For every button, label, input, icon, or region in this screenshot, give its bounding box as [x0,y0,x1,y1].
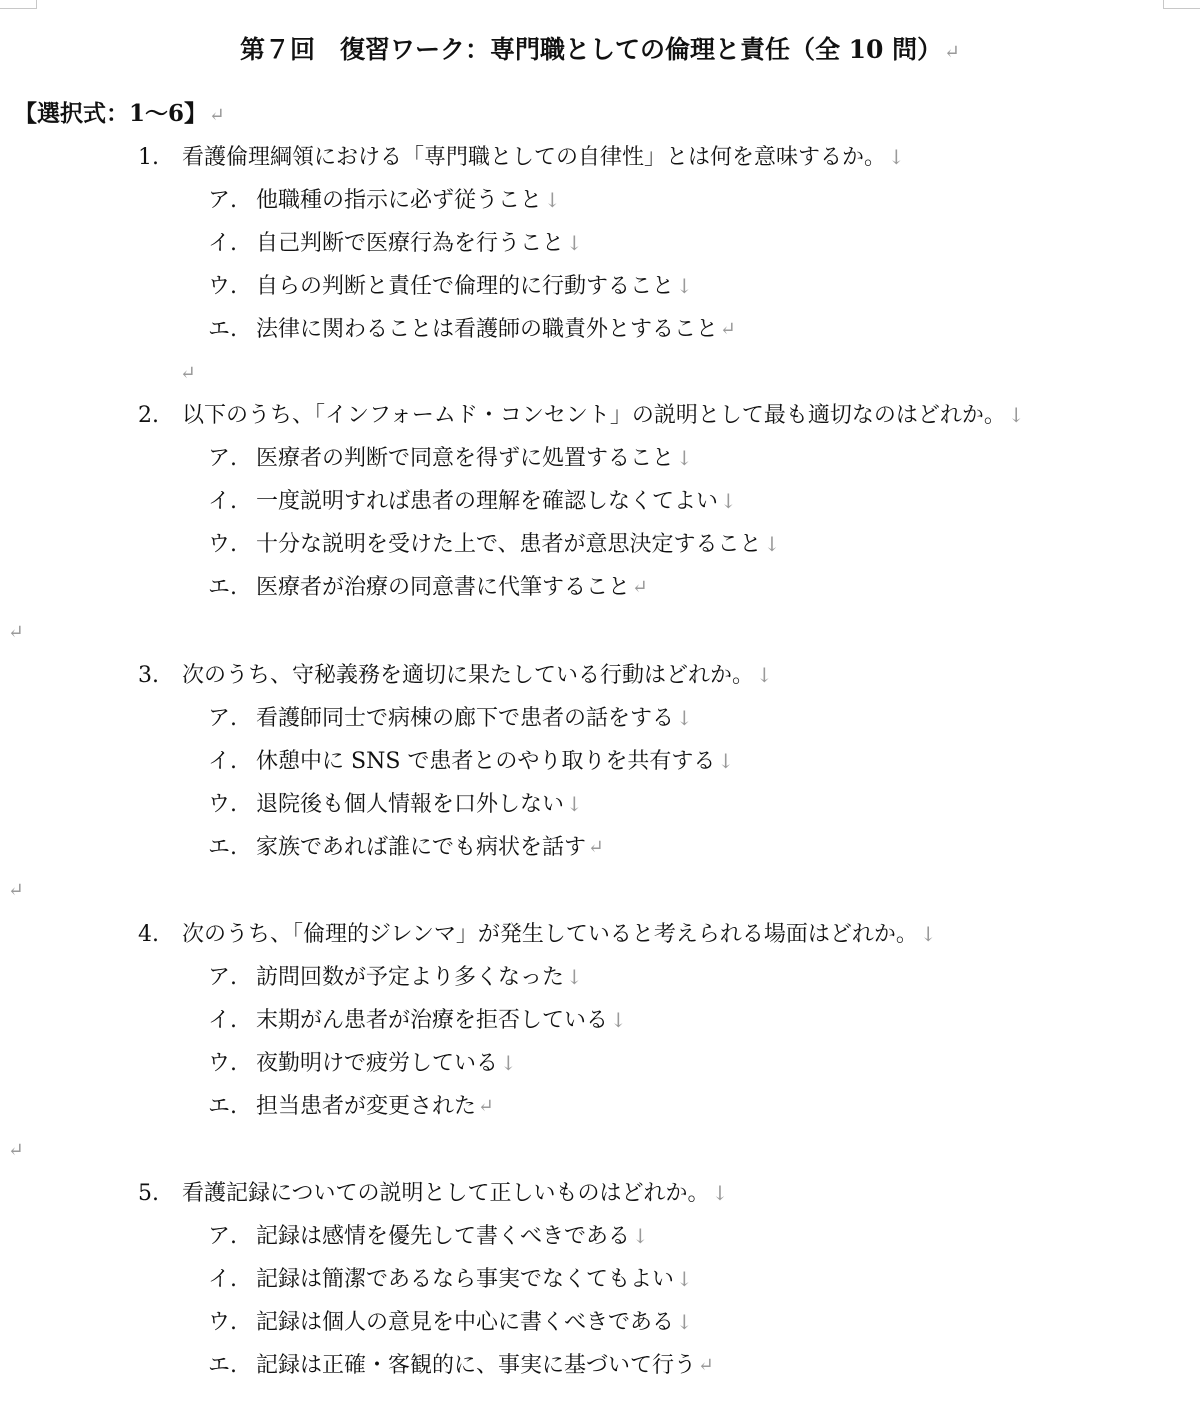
question-5 [138,1172,1188,1387]
option-label: イ. [208,1267,237,1292]
question-number: 2. [138,403,159,428]
empty-paragraph: ↵ [8,879,24,901]
option-label: ア. [208,706,237,731]
question-number: 3. [138,663,159,688]
question-stem: 1. 看護倫理綱領における「専門職としての自律性」とは何を意味するか。 ↓ [138,136,1188,179]
option-u [138,523,1188,566]
question-4 [138,913,1188,1128]
option-i [138,480,1188,523]
paragraph-mark: ↵ [478,1095,494,1117]
line-break-mark: ↓ [756,663,773,687]
option-label: ウ. [208,1051,237,1076]
option-text: 記録は簡潔であるなら事実でなくてもよい [256,1267,675,1292]
option-label: ア. [208,446,237,471]
option-text: 家族であれば誰にでも病状を話す [256,835,587,860]
option-a [138,437,1188,480]
question-number: 1. [138,145,159,170]
option-text: 担当患者が変更された [256,1094,477,1119]
paragraph-mark: ↵ [588,836,604,858]
question-number: 4. [138,922,159,947]
option-a [138,179,1188,222]
option-label: ア. [208,1224,237,1249]
document-title: 第７回 復習ワーク：専門職としての倫理と責任（全 10 問） ↵ [239,35,961,64]
line-break-mark: ↓ [676,706,693,730]
line-break-mark: ↓ [888,145,905,169]
option-text: 記録は個人の意見を中心に書くべきである [256,1310,675,1335]
paragraph-mark: ↵ [720,318,736,340]
paragraph-mark: ↵ [944,41,961,63]
paragraph-mark: ↵ [209,104,225,126]
question-stem: 3. 次のうち、守秘義務を適切に果たしている行動はどれか。 ↓ [138,654,1188,697]
option-a [138,1215,1188,1258]
option-a [138,697,1188,740]
option-u [138,265,1188,308]
line-break-mark: ↓ [544,188,561,212]
empty-paragraph: ↵ [8,1139,24,1161]
option-label: エ. [208,1094,237,1119]
line-break-mark: ↓ [919,922,937,946]
line-break-mark: ↓ [500,1051,517,1075]
line-break-mark: ↓ [566,231,583,255]
question-stem: 5. 看護記録についての説明として正しいものはどれか。 ↓ [138,1172,1188,1215]
line-break-mark: ↓ [763,532,781,556]
option-label: エ. [208,1353,237,1378]
option-i [138,999,1188,1042]
line-break-mark: ↓ [676,446,693,470]
line-break-mark: ↓ [717,749,735,773]
option-label: ウ. [208,274,237,299]
option-text: 法律に関わることは看護師の職責外とすること [256,317,719,342]
option-label: ウ. [208,1310,237,1335]
option-text: 退院後も個人情報を口外しない [256,792,565,817]
empty-paragraph: ↵ [8,621,24,643]
question-1 [138,136,1188,394]
option-text: 十分な説明を受けた上で、患者が意思決定すること [256,532,762,557]
line-break-mark: ↓ [566,965,583,989]
empty-paragraph [138,351,1188,394]
option-text: 自己判断で医療行為を行うこと [256,231,565,256]
question-3 [138,654,1188,869]
question-stem: 4. 次のうち、「倫理的ジレンマ」が発生していると考えられる場面はどれか。 ↓ [138,913,1188,956]
option-text: 医療者が治療の同意書に代筆すること [256,575,631,600]
question-stem: 2. 以下のうち、「インフォームド・コンセント」の説明として最も適切なのはどれか。 ↓ [138,394,1188,437]
option-i [138,222,1188,265]
option-label: ア. [208,188,237,213]
paragraph-mark: ↵ [180,362,196,384]
option-label: ア. [208,965,237,990]
option-u [138,783,1188,826]
option-text: 訪問回数が予定より多くなった [256,965,565,990]
line-break-mark: ↓ [566,792,583,816]
option-text: 医療者の判断で同意を得ずに処置すること [256,446,675,471]
line-break-mark: ↓ [632,1224,649,1248]
line-break-mark: ↓ [720,489,737,513]
page-corner-mark-left [0,0,37,9]
paragraph-mark: ↵ [632,576,648,598]
section-heading: 【選択式：1〜6】 ↵ [14,100,225,127]
option-text: 休憩中に SNS で患者とのやり取りを共有する [256,749,716,774]
option-label: イ. [208,489,237,514]
option-text: 自らの判断と責任で倫理的に行動すること [256,274,675,299]
option-u [138,1042,1188,1085]
line-break-mark: ↓ [711,1181,729,1205]
option-text: 夜勤明けで疲労している [256,1051,499,1076]
question-number: 5. [138,1181,159,1206]
page-corner-mark-right [1163,0,1200,9]
option-label: エ. [208,835,237,860]
option-label: ウ. [208,792,237,817]
option-text: 記録は正確・客観的に、事実に基づいて行う [256,1353,697,1378]
line-break-mark: ↓ [676,1310,693,1334]
option-i [138,740,1188,783]
option-label: エ. [208,317,237,342]
option-i [138,1258,1188,1301]
line-break-mark: ↓ [676,274,693,298]
option-label: エ. [208,575,237,600]
option-text: 末期がん患者が治療を拒否している [256,1008,609,1033]
paragraph-mark: ↵ [698,1354,714,1376]
question-2 [138,394,1188,609]
line-break-mark: ↓ [610,1008,627,1032]
option-label: イ. [208,1008,237,1033]
option-u [138,1301,1188,1344]
option-e [138,308,1188,351]
option-label: イ. [208,231,237,256]
option-e [138,826,1188,869]
option-text: 看護師同士で病棟の廊下で患者の話をする [256,706,675,731]
option-e [138,1344,1188,1387]
option-label: ウ. [208,532,237,557]
line-break-mark: ↓ [676,1267,693,1291]
option-text: 一度説明すれば患者の理解を確認しなくてよい [256,489,719,514]
option-a [138,956,1188,999]
option-e [138,566,1188,609]
option-e [138,1085,1188,1128]
line-break-mark: ↓ [1007,403,1025,427]
option-label: イ. [208,749,237,774]
option-text: 記録は感情を優先して書くべきである [256,1224,631,1249]
option-text: 他職種の指示に必ず従うこと [256,188,543,213]
